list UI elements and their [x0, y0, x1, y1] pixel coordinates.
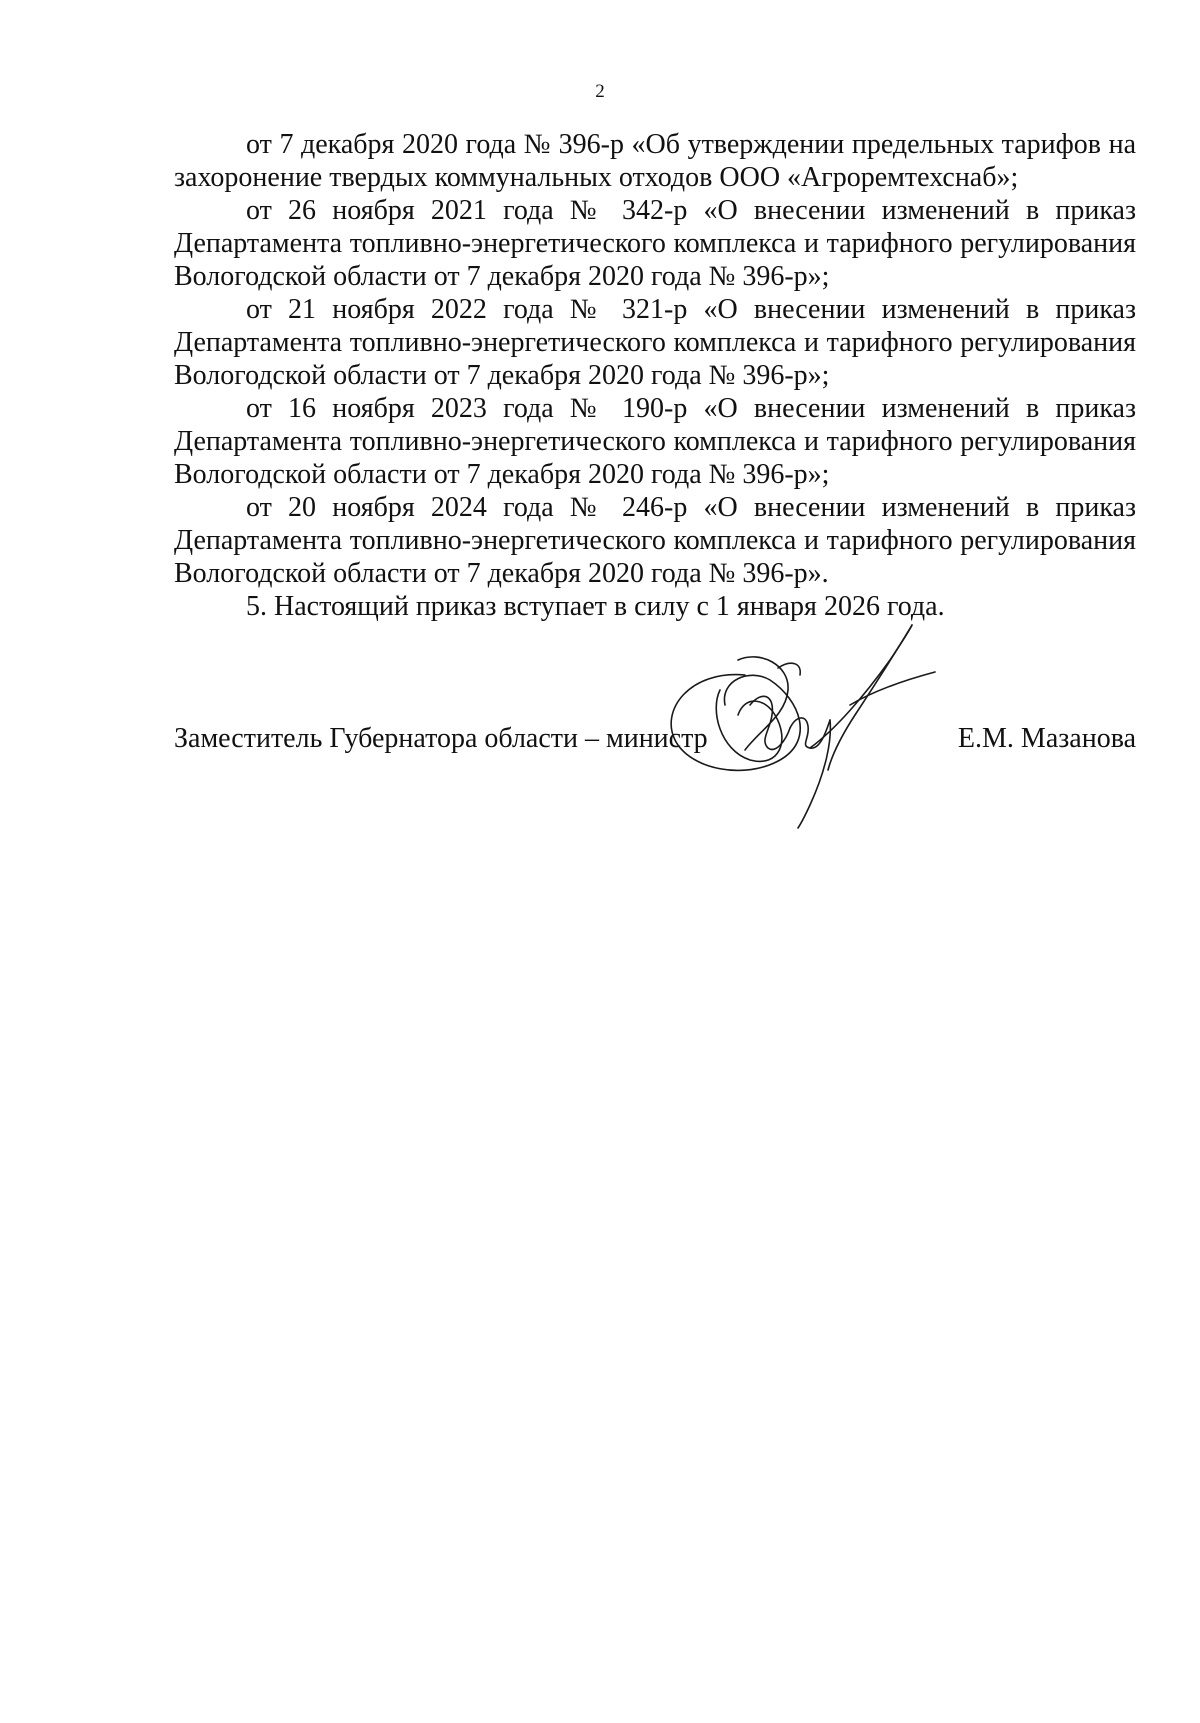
paragraph-effective-date: 5. Настоящий приказ вступает в силу с 1 января 2026 года.	[246, 591, 945, 622]
signer-name: Е.М. Мазанова	[957, 723, 1136, 754]
paragraph-order-342: от 26 ноября 2021 года № 342-р «О внесении изменений в приказ Департамента топливно-энергетического комплекса и тарифного регулирования Вологодской области от 7 декабря 2020 года № 396-р»;	[174, 195, 1136, 292]
document-body	[174, 128, 1136, 623]
handwritten-signature	[650, 620, 990, 830]
page-number: 2	[595, 81, 605, 102]
paragraph-order-396: от 7 декабря 2020 года № 396-р «Об утверждении предельных тарифов на захоронение твердых коммунальных отходов ООО «Агроремтехснаб»;	[174, 129, 1136, 193]
signer-position: Заместитель Губернатора области – министр	[174, 723, 708, 754]
paragraph-order-321: от 21 ноября 2022 года № 321-р «О внесении изменений в приказ Департамента топливно-энергетического комплекса и тарифного регулирования Вологодской области от 7 декабря 2020 года № 396-р»;	[174, 294, 1136, 391]
paragraph-order-190: от 16 ноября 2023 года № 190-р «О внесении изменений в приказ Департамента топливно-энергетического комплекса и тарифного регулирования Вологодской области от 7 декабря 2020 года № 396-р»;	[174, 393, 1136, 490]
paragraph-order-246: от 20 ноября 2024 года № 246-р «О внесении изменений в приказ Департамента топливно-энергетического комплекса и тарифного регулирования Вологодской области от 7 декабря 2020 года № 396-р».	[174, 492, 1136, 589]
